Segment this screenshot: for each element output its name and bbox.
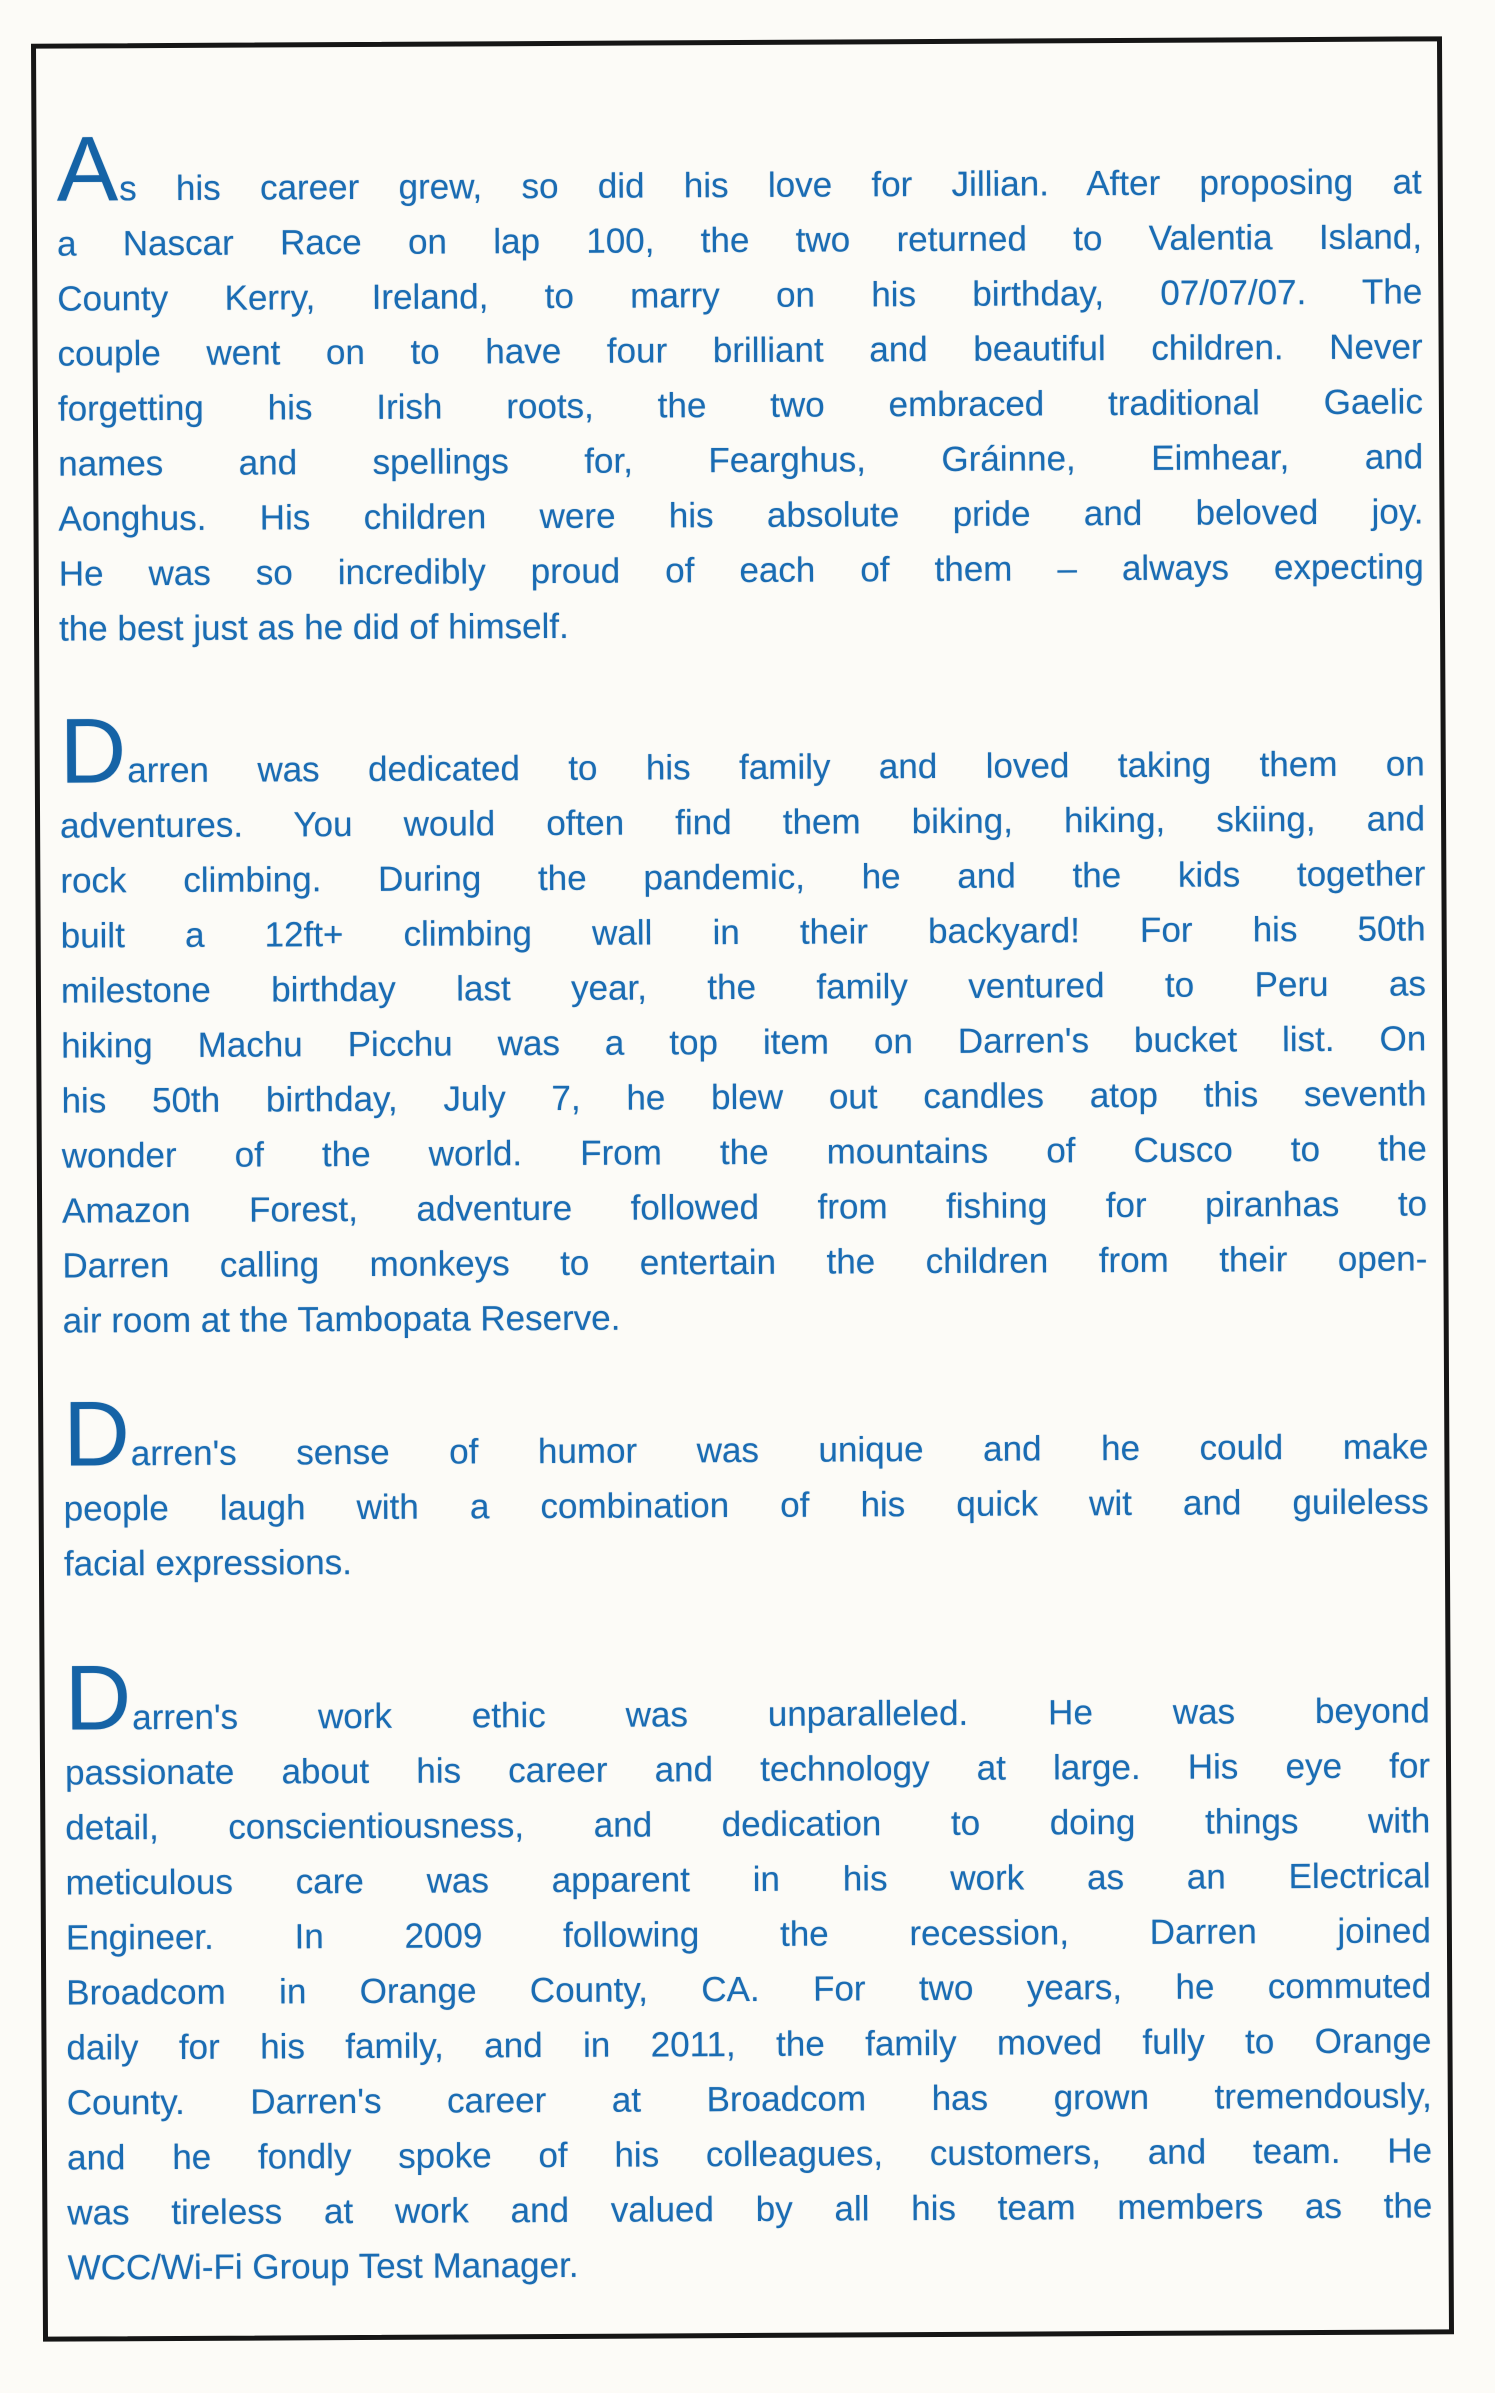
paragraph (59, 700, 1428, 1348)
text-line: Aonghus. His children were his absolute pride and beloved joy. (58, 492, 1424, 539)
text-line: Broadcom in Orange County, CA. For two years, he commuted (66, 1966, 1432, 2013)
text-line: passionate about his career and technology at large. His eye for (64, 1746, 1431, 1793)
text-line: built a 12ft+ climbing wall in their backyard! For his 50th (60, 909, 1426, 956)
text-line: facial expressions. (63, 1543, 352, 1584)
text-line: Engineer. In 2009 following the recession, Darren joined (65, 1911, 1431, 1958)
text-line: He was so incredibly proud of each of them – always expecting (58, 547, 1424, 594)
text-line: rock climbing. During the pandemic, he and the kids together (60, 854, 1426, 901)
paragraph (63, 1383, 1429, 1591)
text-line: adventures. You would often find them biking, hiking, skiing, and (59, 799, 1426, 846)
text-line: Darren was dedicated to his family and loved taking them on (59, 700, 1425, 803)
text-line: air room at the Tambopata Reserve. (62, 1298, 621, 1341)
drop-cap: A (56, 118, 120, 221)
text-line: WCC/Wi-Fi Group Test Manager. (67, 2245, 579, 2288)
paragraph (64, 1647, 1433, 2295)
drop-cap: D (63, 1383, 131, 1486)
drop-cap: D (64, 1647, 133, 1750)
drop-cap: D (59, 700, 128, 803)
text-line: daily for his family, and in 2011, the family moved fully to Orange (66, 2021, 1432, 2068)
text-line: the best just as he did of himself. (58, 606, 569, 649)
text-line: a Nascar Race on lap 100, the two returned to Valentia Island, (56, 217, 1423, 264)
text-line: his 50th birthday, July 7, he blew out candles atop this seventh (61, 1074, 1427, 1121)
text-line: and he fondly spoke of his colleagues, customers, and team. He (66, 2131, 1433, 2178)
text-line: milestone birthday last year, the family ventured to Peru as (60, 964, 1427, 1011)
text-line: County. Darren's career at Broadcom has grown tremendously, (66, 2076, 1432, 2123)
text-line: was tireless at work and valued by all his team members as the (67, 2186, 1433, 2233)
paragraph (56, 118, 1425, 656)
text-line: forgetting his Irish roots, the two embraced traditional Gaelic (57, 382, 1423, 429)
text-line: As his career grew, so did his love for Jillian. After proposing at (56, 118, 1422, 221)
text-line: names and spellings for, Fearghus, Gráinne, Eimhear, and (58, 437, 1424, 484)
text-line: Darren's work ethic was unparalleled. He was beyond (64, 1647, 1430, 1750)
text-line: County Kerry, Ireland, to marry on his birthday, 07/07/07. The (57, 272, 1423, 319)
obituary-text-block (56, 118, 1433, 2295)
text-line: detail, conscientiousness, and dedication to doing things with (65, 1801, 1431, 1848)
text-line: people laugh with a combination of his quick wit and guileless (63, 1482, 1429, 1529)
text-line: Darren calling monkeys to entertain the children from their open- (62, 1239, 1428, 1286)
text-line: meticulous care was apparent in his work as an Electrical (65, 1856, 1431, 1903)
text-line: couple went on to have four brilliant and beautiful children. Never (57, 327, 1423, 374)
text-line: Amazon Forest, adventure followed from fishing for piranhas to (62, 1184, 1428, 1231)
text-line: hiking Machu Picchu was a top item on Darren's bucket list. On (61, 1019, 1427, 1066)
text-line: wonder of the world. From the mountains of Cusco to the (61, 1129, 1427, 1176)
text-line: Darren's sense of humor was unique and he could make (63, 1383, 1429, 1486)
page-border-frame (31, 36, 1454, 2341)
